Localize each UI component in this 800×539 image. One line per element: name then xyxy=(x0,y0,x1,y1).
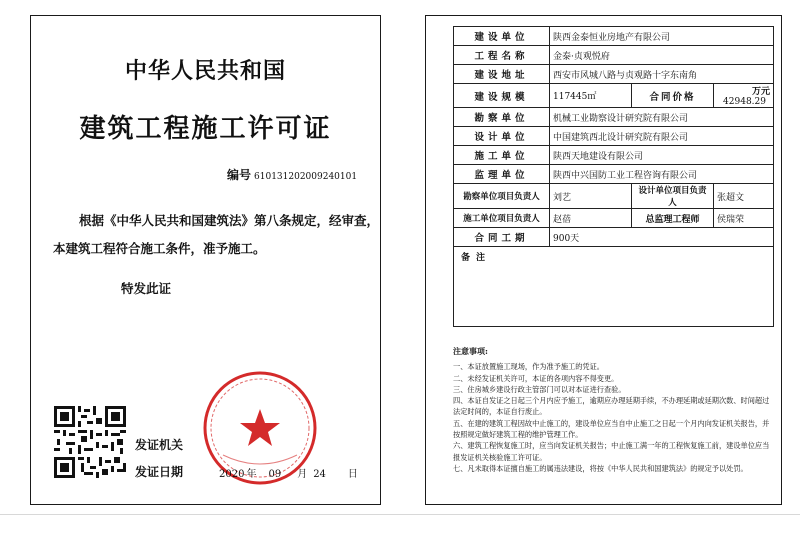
issue-day: 24 xyxy=(313,469,326,480)
price-unit: 万元 xyxy=(751,87,770,97)
design-pm-label: 设计单位项目负责人 xyxy=(632,184,714,209)
issue-year-unit: 年 xyxy=(246,469,257,480)
qr-code[interactable] xyxy=(54,406,126,478)
issue-date-label: 发证日期 xyxy=(135,465,184,479)
statement-line-1: 根据《中华人民共和国建筑法》第八条规定，经审查， xyxy=(79,213,380,228)
permit-statement xyxy=(53,207,380,263)
permit-cover-page xyxy=(30,15,381,505)
duration-label: 合同工期 xyxy=(454,228,550,247)
notice-item: 二、未经发证机关许可，本证的各项内容不得变更。 xyxy=(453,373,619,383)
field-label: 设计单位 xyxy=(454,127,550,146)
issue-day-unit: 日 xyxy=(347,469,358,480)
price-value: 42948.29 xyxy=(723,97,766,107)
chief-supervisor-label: 总监理工程师 xyxy=(632,209,714,228)
table-row xyxy=(454,65,774,84)
permit-details-page xyxy=(425,15,782,505)
notice-item: 一、本证放置施工现场，作为准予施工的凭证。 xyxy=(453,362,604,372)
table-row xyxy=(454,127,774,146)
field-label: 建设地址 xyxy=(454,65,550,84)
table-row xyxy=(454,247,774,327)
remark-cell xyxy=(454,247,774,327)
table-row xyxy=(454,27,774,46)
field-value: 西安市风城八路与贞观路十字东南角 xyxy=(550,65,774,84)
project-info-table xyxy=(453,26,774,327)
field-label: 建设单位 xyxy=(454,27,550,46)
scale-value: 117445㎡ xyxy=(550,84,632,108)
notice-section xyxy=(453,346,776,474)
survey-pm-value: 刘艺 xyxy=(550,184,632,209)
notice-title: 注意事项: xyxy=(453,346,488,356)
notice-item: 四、本证自发证之日起三个月内应予施工，逾期应办理延期手续，不办理延期或延期次数、时间超过法定时间的，本证自行废止。 xyxy=(453,396,770,417)
table-row xyxy=(454,84,774,108)
table-row xyxy=(454,165,774,184)
field-value: 陕西金泰恒业房地产有限公司 xyxy=(550,27,774,46)
price-cell xyxy=(714,84,774,108)
field-label: 勘察单位 xyxy=(454,108,550,127)
table-row xyxy=(454,146,774,165)
chief-supervisor-value: 侯瑞荣 xyxy=(714,209,774,228)
design-pm-value: 张超文 xyxy=(714,184,774,209)
certificate-number-label: 编号 xyxy=(227,168,252,182)
construct-pm-label: 施工单位项目负责人 xyxy=(454,209,550,228)
table-row xyxy=(454,209,774,228)
divider xyxy=(0,514,800,515)
remark-label: 备注 xyxy=(461,253,492,263)
field-value: 金泰·贞观悦府 xyxy=(550,46,774,65)
field-value: 陕西中兴国防工业工程咨询有限公司 xyxy=(550,165,774,184)
price-label: 合同价格 xyxy=(632,84,714,108)
field-label: 监理单位 xyxy=(454,165,550,184)
table-row xyxy=(454,108,774,127)
notice-item: 七、凡未取得本证擅自施工的属违法建设，将按《中华人民共和国建筑法》的规定予以处罚。 xyxy=(453,463,748,473)
issue-year: 2020 xyxy=(219,469,245,480)
notice-item: 三、住房城乡建设行政主管部门可以对本证进行查验。 xyxy=(453,384,626,394)
field-value: 陕西天地建设有限公司 xyxy=(550,146,774,165)
issue-date xyxy=(219,465,358,480)
country-title: 中华人民共和国 xyxy=(124,59,286,84)
issue-month: 09 xyxy=(268,469,282,480)
special-issue-text: 特发此证 xyxy=(121,281,172,296)
table-row xyxy=(454,228,774,247)
field-value: 机械工业勘察设计研究院有限公司 xyxy=(550,108,774,127)
field-value: 中国建筑西北设计研究院有限公司 xyxy=(550,127,774,146)
certificate-number-value: 610131202009240101 xyxy=(254,172,358,182)
table-row xyxy=(454,184,774,209)
notice-item: 五、在建的建筑工程因故中止施工的，建设单位应当自中止施工之日起一个月内向发证机关报告，并按照规定做好建筑工程的维护管理工作。 xyxy=(453,418,770,440)
field-label: 施工单位 xyxy=(454,146,550,165)
duration-value: 900天 xyxy=(550,228,774,247)
permit-title: 建筑工程施工许可证 xyxy=(79,114,332,144)
table-row xyxy=(454,46,774,65)
statement-line-2: 本建筑工程符合施工条件，准予施工。 xyxy=(53,241,266,256)
survey-pm-label: 勘察单位项目负责人 xyxy=(454,184,550,209)
field-label: 工程名称 xyxy=(454,46,550,65)
issue-month-unit: 月 xyxy=(297,469,308,480)
notice-item: 六、建筑工程恢复施工时，应当向发证机关报告；中止施工满一年的工程恢复施工前，建设单位应当报发证机关核验施工许可证。 xyxy=(453,441,770,462)
scale-label: 建设规模 xyxy=(454,84,550,108)
construct-pm-value: 赵蓓 xyxy=(550,209,632,228)
certificate-number xyxy=(227,166,357,183)
issuing-agency-label: 发证机关 xyxy=(135,438,184,452)
